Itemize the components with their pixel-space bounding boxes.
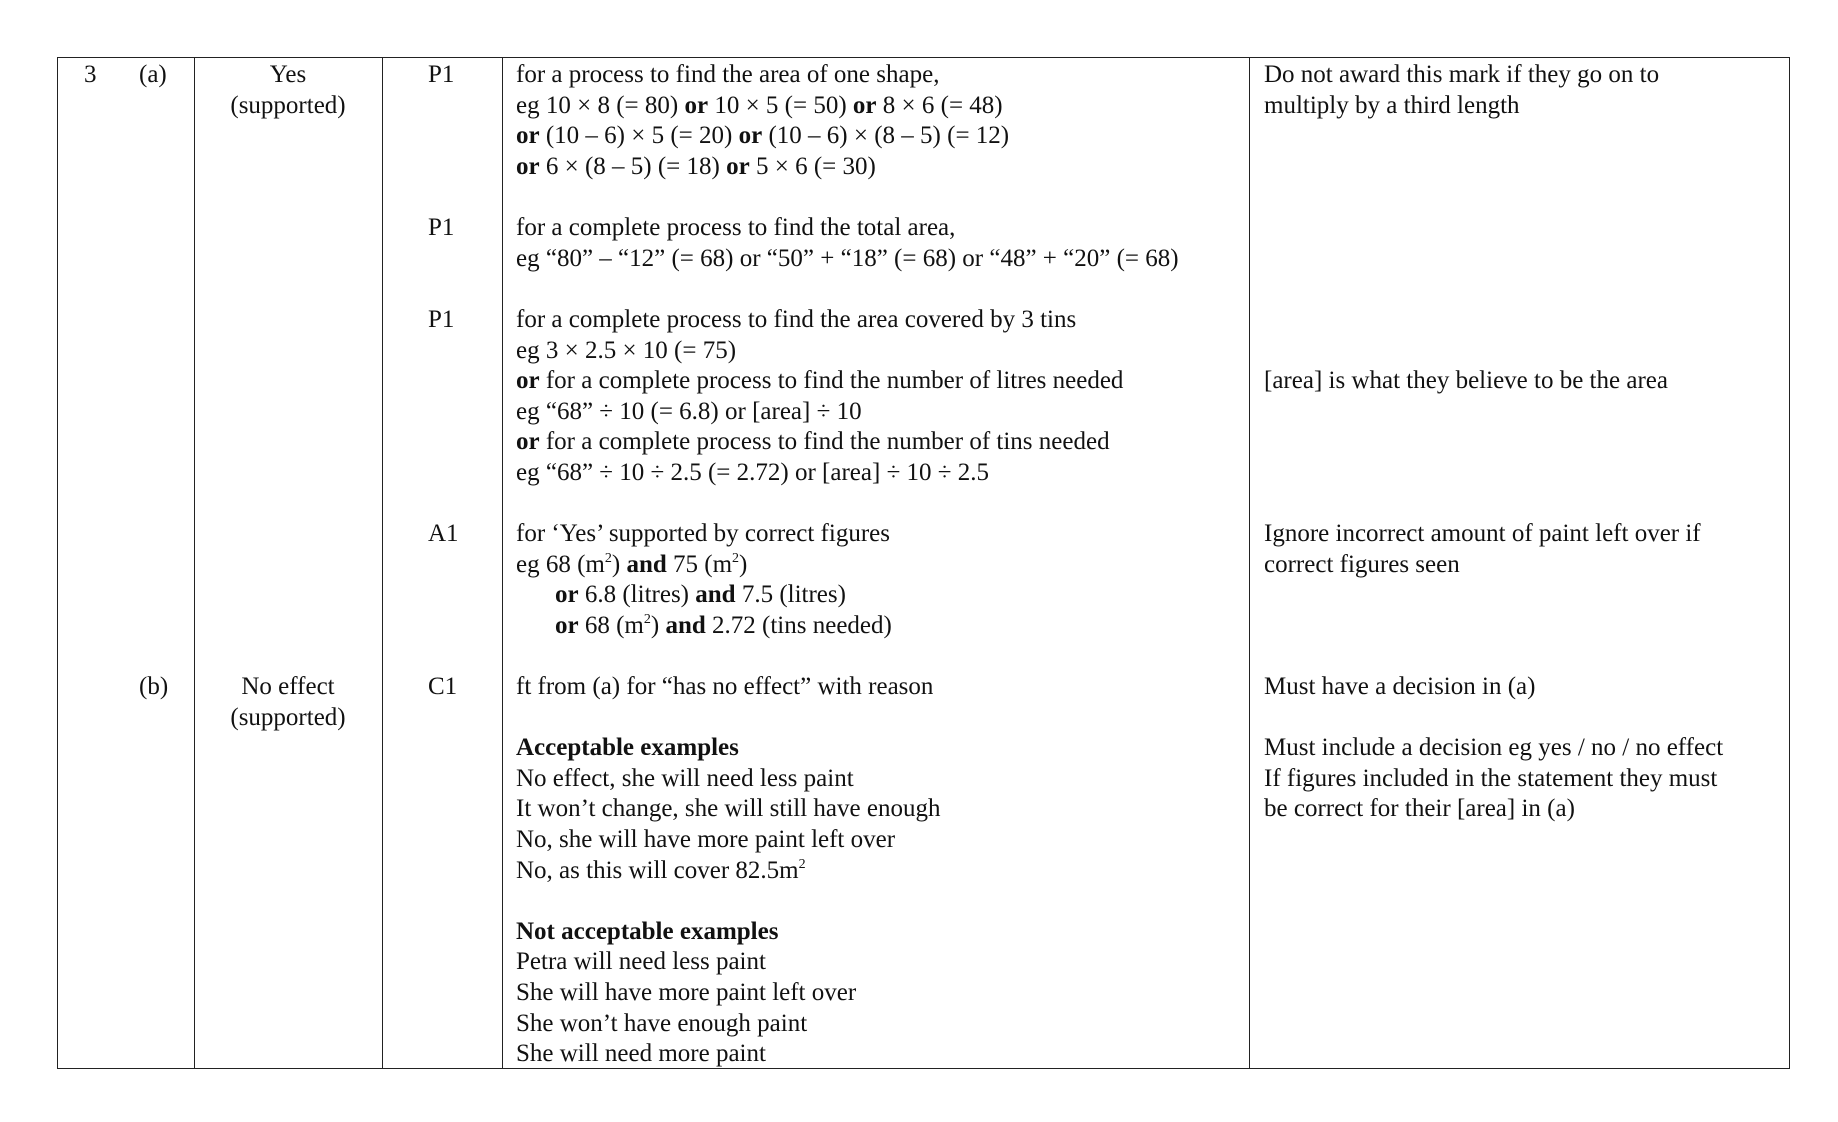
note-c1-decision: Must have a decision in (a) [1264,673,1536,700]
mark-guidance-p1-tins: for a complete process to find the area covered by 3 tins eg 3 × 2.5 × 10 (= 75) or for a complete process to find the number of litres needed eg “68” ÷ 10 (= 6.8) or [area] ÷ 10 or for a complete process to find the number of tins needed eg “68” ÷ 10 ÷ 2.5 (= 2.72) or [area] ÷ 10 ÷ 2.5 [516,306,1124,486]
mark-guidance-p1-area-one-shape: for a process to find the area of one shape, eg 10 × 8 (= 80) or 10 × 5 (= 50) or 8 × 6 (= 48) or (10 – 6) × 5 (= 20) or (10 – 6) × (8 – 5) (= 12) or 6 × (8 – 5) (= 18) or 5 × 6 (= 30) [516,61,1010,180]
part-a-label: (a) [139,61,167,88]
mark-code: P1 [428,306,455,333]
note-c1-figures: Must include a decision eg yes / no / no effect If figures included in the statement they must be correct for their [area] in (a) [1264,734,1724,823]
not-acceptable-heading: Not acceptable examples [516,917,779,945]
part-a-answer: Yes (supported) [230,61,346,119]
mark-code: A1 [428,520,459,547]
question-number: 3 [84,61,97,88]
list-item: It won’t change, she will still have enough [516,795,941,823]
list-item: No, as this will cover $82.5m^2$ [516,856,806,884]
part-b-answer: No effect (supported) [230,673,346,731]
note-area-definition: [area] is what they believe to be the area [1264,367,1668,394]
column-divider [382,57,383,1069]
note-a1: Ignore incorrect amount of paint left over if correct figures seen [1264,520,1701,578]
mark-code: P1 [428,214,455,241]
column-divider [502,57,503,1069]
list-item: Petra will need less paint [516,948,766,976]
list-item: She will have more paint left over [516,978,857,1006]
mark-code: P1 [428,61,455,88]
column-divider [1249,57,1250,1069]
note-p1-area: Do not award this mark if they go on to multiply by a third length [1264,61,1660,119]
mark-guidance-p1-total-area: for a complete process to find the total area, eg “80” – “12” (= 68) or “50” + “18” (= 68) or “48” + “20” (= 68) [516,214,1179,272]
acceptable-heading: Acceptable examples [516,734,739,762]
list-item: No effect, she will need less paint [516,764,854,792]
column-divider [194,57,195,1069]
mark-guidance-a1: for ‘Yes’ supported by correct figures eg 68 $(m^2)$ and 75 $(m^2)$ or 6.8 (litres) and 7.5 (litres) or 68 $(m^2)$ and 2.72 (tins needed) [516,520,892,639]
part-b-label: (b) [139,673,169,700]
list-item: No, she will have more paint left over [516,825,896,853]
mark-guidance-c1: ft from (a) for “has no effect” with reason Acceptable examples No effect, she will need less paint It won’t change, she will still have enough No, she will have more paint left over No, as this will cover $82.5m^2$ Not acceptable examples Petra will need less paint She will have more paint left over She won’t have enough paint She will need more paint [516,672,940,1070]
list-item: She will need more paint [516,1040,766,1068]
list-item: She won’t have enough paint [516,1009,808,1037]
mark-code: C1 [428,673,458,700]
